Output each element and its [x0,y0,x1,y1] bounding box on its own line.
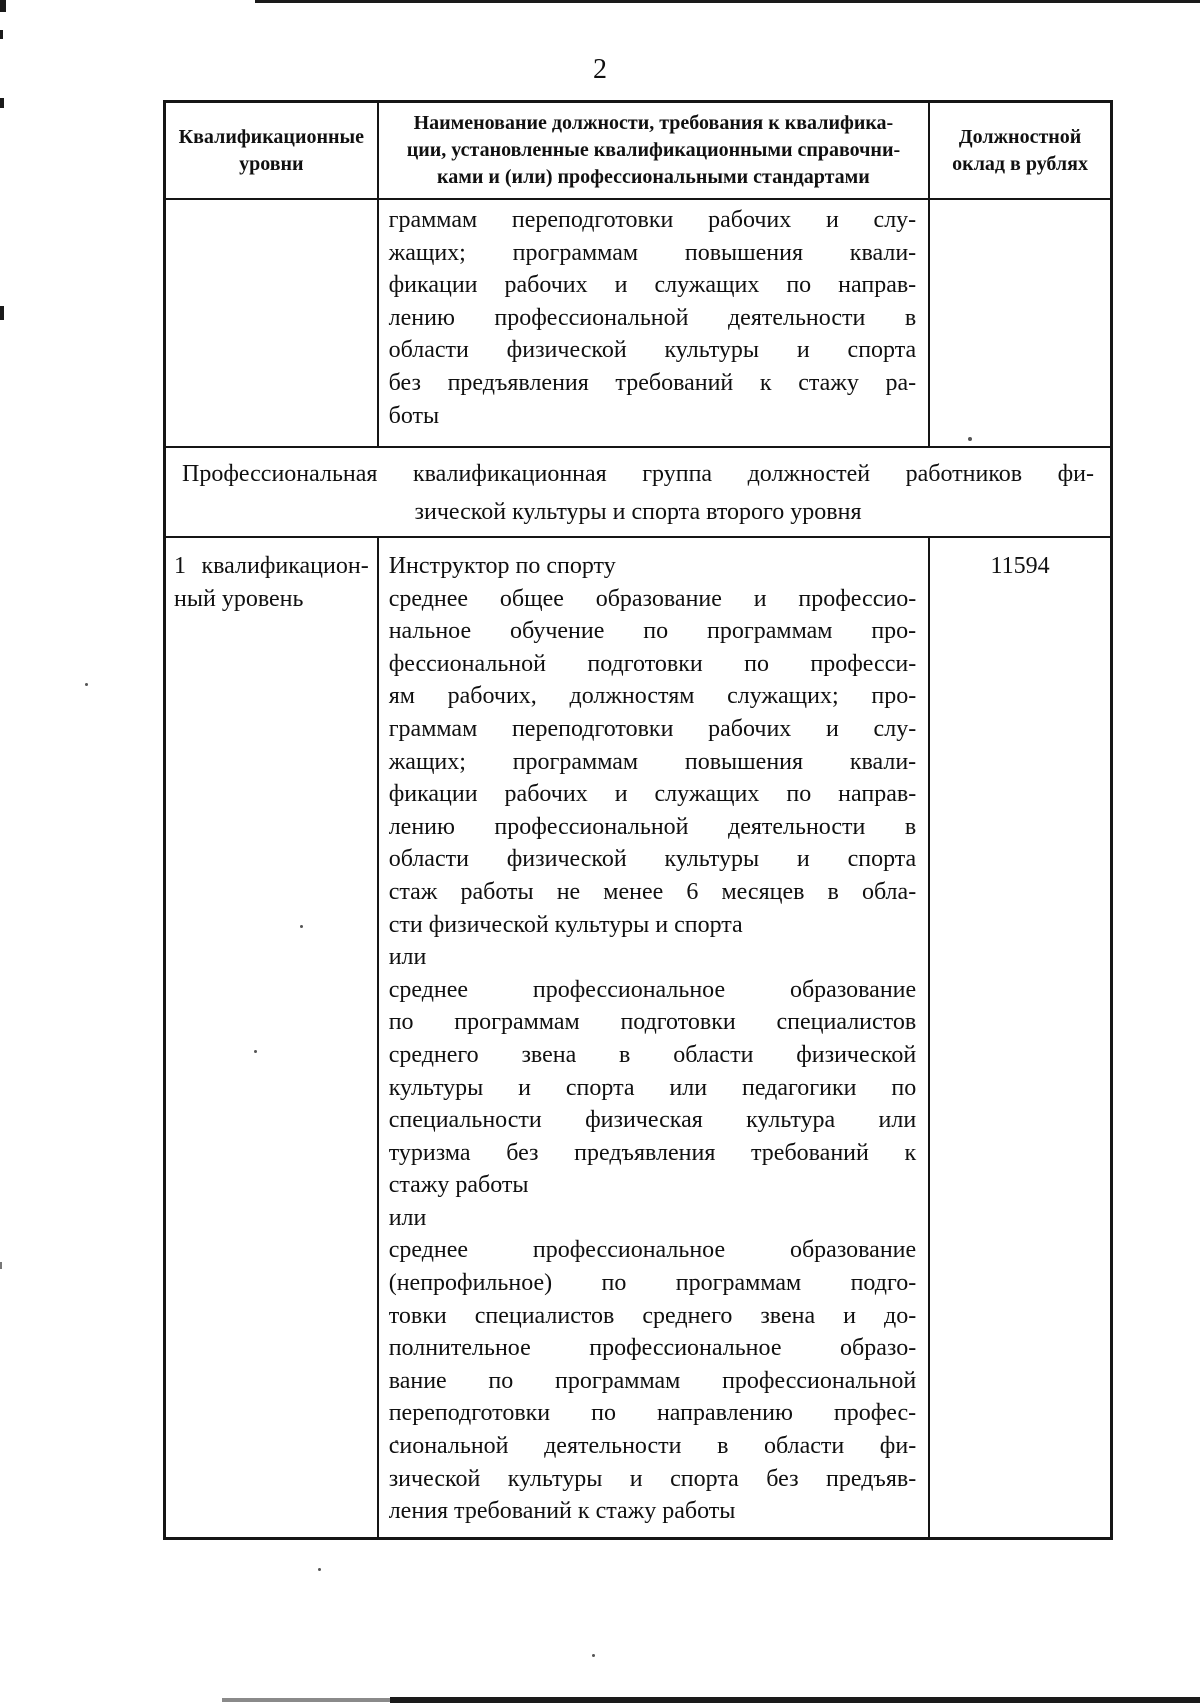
scan-speck [0,1262,2,1269]
scan-dot [318,1568,321,1571]
level1-level-cell: 1 квалификацион- ный уровень [166,538,379,1537]
scan-edge-line-top [255,0,1200,3]
header-qualification-levels: Квалификационные уровни [166,103,379,198]
page-number: 2 [593,54,607,85]
level1-row [166,538,1110,1537]
scan-speck [0,306,4,320]
scan-dot [592,1654,595,1657]
scan-speck [0,98,4,108]
continuation-requirements-cell: граммам переподготовки рабочих и слу- жащих; программам повышения квали- фикации рабочих и служащих по направ- лению профессиональной деятельности в области физической культуры и спорта без предъявления требований к стажу ра- боты [379,200,931,446]
continuation-row [166,200,1110,448]
section-title [166,448,1110,536]
scan-edge-line-bottom [390,1697,1200,1703]
scan-speck [0,30,3,39]
header-position-requirements: Наименование должности, требования к квалифика- ции, установленные квалификационными справочни- ками и (или) профессиональными стандартами [379,103,931,198]
level1-requirements-cell: Инструктор по спорту среднее общее образование и профессио- нальное обучение по программам про- фессиональной подготовки по професси- ям рабочих, должностям служащих; про- граммам переподготовки рабочих и слу- жащих; программам повышения квали- фикации рабочих и служащих по направ- лению профессиональной деятельности в области физической культуры и спорта стаж работы не менее 6 месяцев в обла- сти физической культуры и спорта или среднее профессиональное образование по программам подготовки специалистов среднего звена в области физической культуры и спорта или педагогики по специальности физическая культура или туризма без предъявления требований к стажу работы или среднее профессиональное образование (непрофильное) по программам подго- товки специалистов среднего звена и до- полнительное профессиональное образо- вание по программам профессиональной переподготовки по направлению профес- сиональной деятельности в области фи- зической культуры и спорта без предъяв- ления требований к стажу работы [379,538,930,1537]
continuation-salary-cell-empty [930,200,1110,446]
section-title-line: Профессиональная квалификационная группа должностей работников фи- [182,461,1094,487]
section-title-line: зической культуры и спорта второго уровня [414,499,862,525]
level1-salary-value: 11594 [990,553,1050,579]
header-salary: Должностной оклад в рублях [952,125,1088,175]
section-header-row [166,448,1110,538]
scan-dot [85,683,88,686]
table-header-row [166,103,1110,200]
scan-speck [0,0,6,12]
continuation-level-cell-empty [166,200,379,446]
qualification-table [163,100,1113,1540]
scan-edge-line-bottom-light [222,1698,390,1702]
